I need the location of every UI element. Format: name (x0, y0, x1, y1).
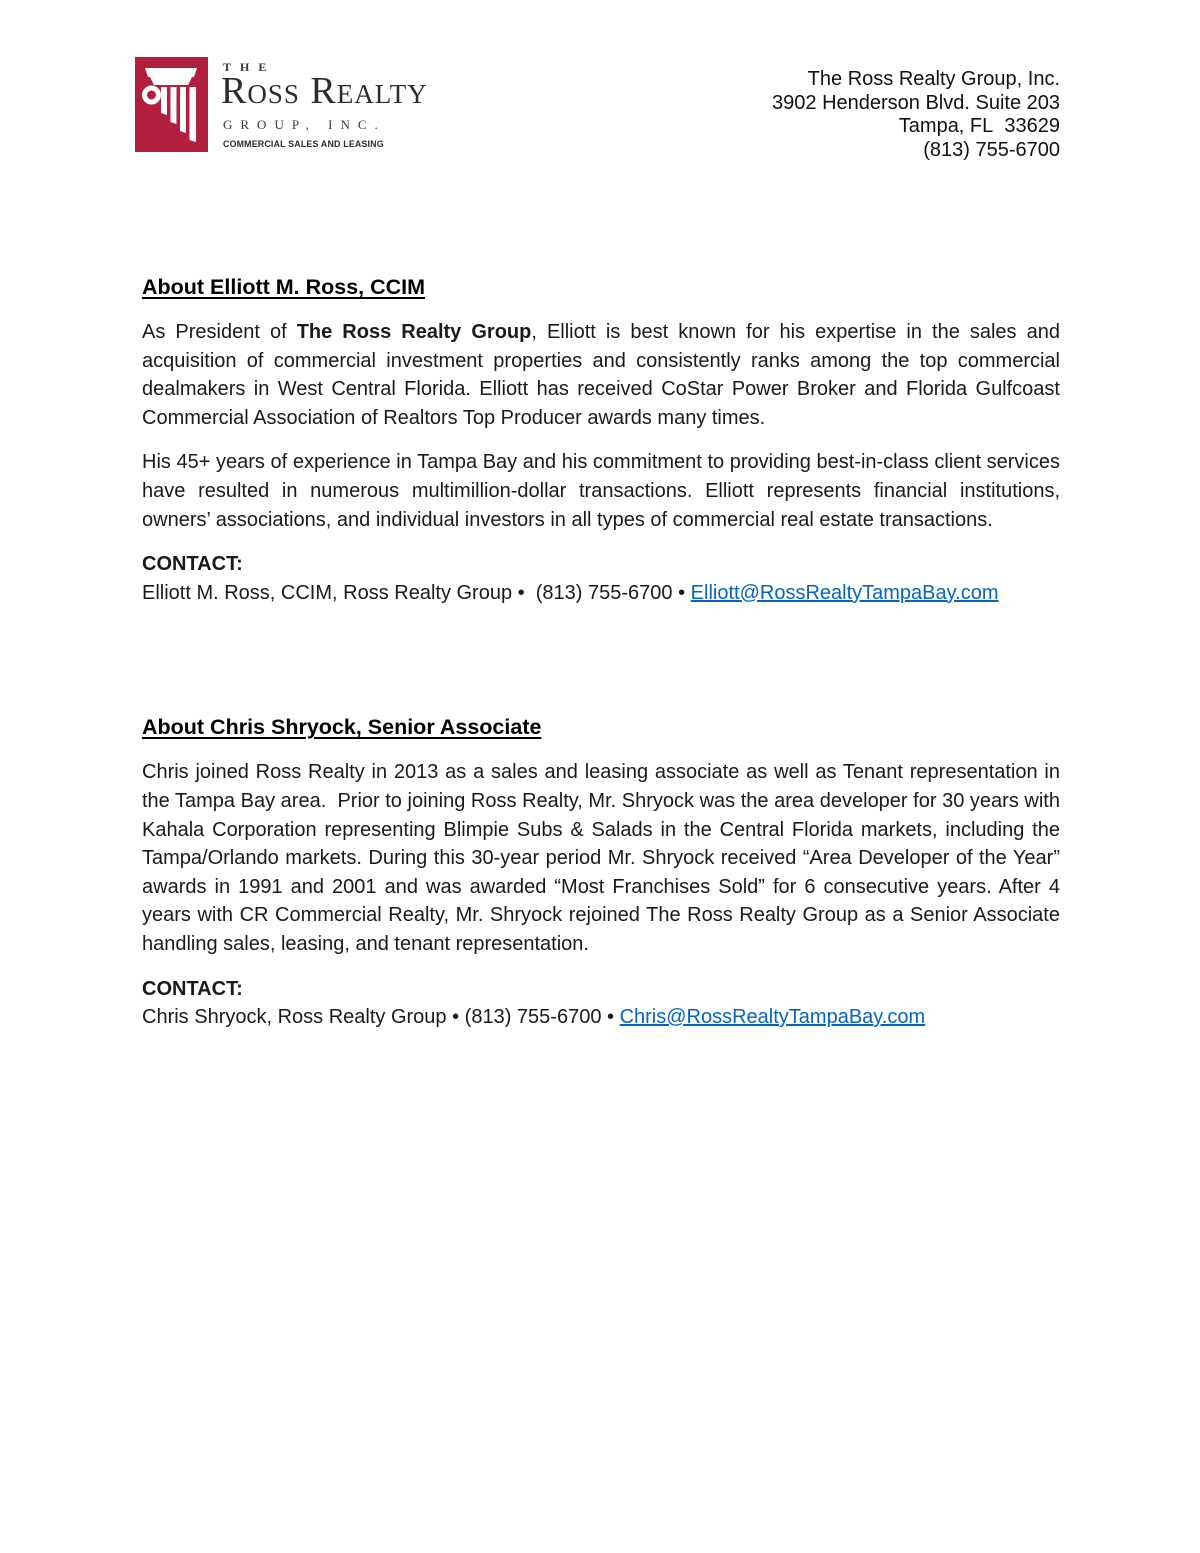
company-logo (135, 57, 436, 152)
paragraph-elliott-2: His 45+ years of experience in Tampa Bay and his commitment to providing best-in-class client services have resulted in numerous multimillion-dollar transactions. Elliott represents financial institutions, owners’ associations, and individual investors in all types of commercial real estate transactions. (142, 451, 1060, 531)
bold-company-name: The Ross Realty Group (296, 321, 532, 343)
paragraph-text: , Elliott is best known for his expertise in the sales and acquisition of commercial investment properties and consistently ranks among the top commercial dealmakers in West Central Florida. Elliott has received CoStar Power Broker and Florida Gulfcoast Commercial Association of Realtors Top Producer awards many times. (142, 321, 1060, 429)
contact-label: CONTACT: (142, 977, 243, 1000)
paragraph-chris-1: Chris joined Ross Realty in 2013 as a sales and leasing associate as well as Tenant representation in the Tampa Bay area. Prior to joining Ross Realty, Mr. Shryock was the area developer for 30 years with Kahala Corporation representing Blimpie Subs & Salads in the Central Florida markets, including the Tampa/Orlando markets. During this 30-year period Mr. Shryock received “Area Developer of the Year” awards in 1991 and 2001 and was awarded “Most Franchises Sold” for 6 consecutive years. After 4 years with CR Commercial Realty, Mr. Shryock rejoined The Ross Realty Group as a Senior Associate handling sales, leasing, and tenant representation. (142, 761, 1060, 955)
address-line-phone: (813) 755-6700 (923, 138, 1060, 161)
contact-name: Elliott M. Ross, CCIM, Ross Realty Group (142, 581, 513, 604)
section-heading-chris: About Chris Shryock, Senior Associate (142, 715, 542, 740)
logo-tagline: COMMERCIAL SALES AND LEASING (223, 139, 384, 150)
address-line-city: Tampa, FL 33629 (898, 115, 1060, 138)
contact-phone: (813) 755-6700 (535, 581, 673, 604)
address-line-company: The Ross Realty Group, Inc. (807, 68, 1060, 90)
logo-group-inc: GROUP, INC. (223, 117, 386, 132)
contact-name: Chris Shryock, Ross Realty Group (142, 1006, 447, 1029)
bullet-separator: • (601, 1006, 620, 1029)
section-about-elliott (142, 273, 1060, 607)
bullet-separator: • (446, 1006, 465, 1029)
document-body (142, 273, 1060, 1032)
section-heading-elliott: About Elliott M. Ross, CCIM (142, 275, 426, 299)
contact-line-chris (142, 1003, 1060, 1032)
paragraph-elliott-1 (142, 318, 1060, 432)
company-address-block (772, 68, 1060, 162)
paragraph-text: As President of (142, 321, 297, 343)
bullet-separator: • (512, 581, 536, 604)
contact-label: CONTACT: (142, 553, 243, 576)
contact-phone: (813) 755-6700 (464, 1006, 602, 1029)
address-line-street: 3902 Henderson Blvd. Suite 203 (772, 91, 1060, 114)
email-link-chris[interactable]: Chris@RossRealtyTampaBay.com (619, 1006, 926, 1029)
email-link-elliott[interactable]: Elliott@RossRealtyTampaBay.com (690, 581, 999, 604)
contact-line-elliott (142, 579, 1060, 608)
bullet-separator: • (672, 581, 691, 604)
logo-company-name: Ross Realty (221, 70, 428, 112)
section-about-chris (142, 713, 1060, 1031)
logo-text (221, 57, 436, 152)
classical-column-icon (135, 57, 208, 152)
logo-word-the: THE (223, 60, 276, 74)
